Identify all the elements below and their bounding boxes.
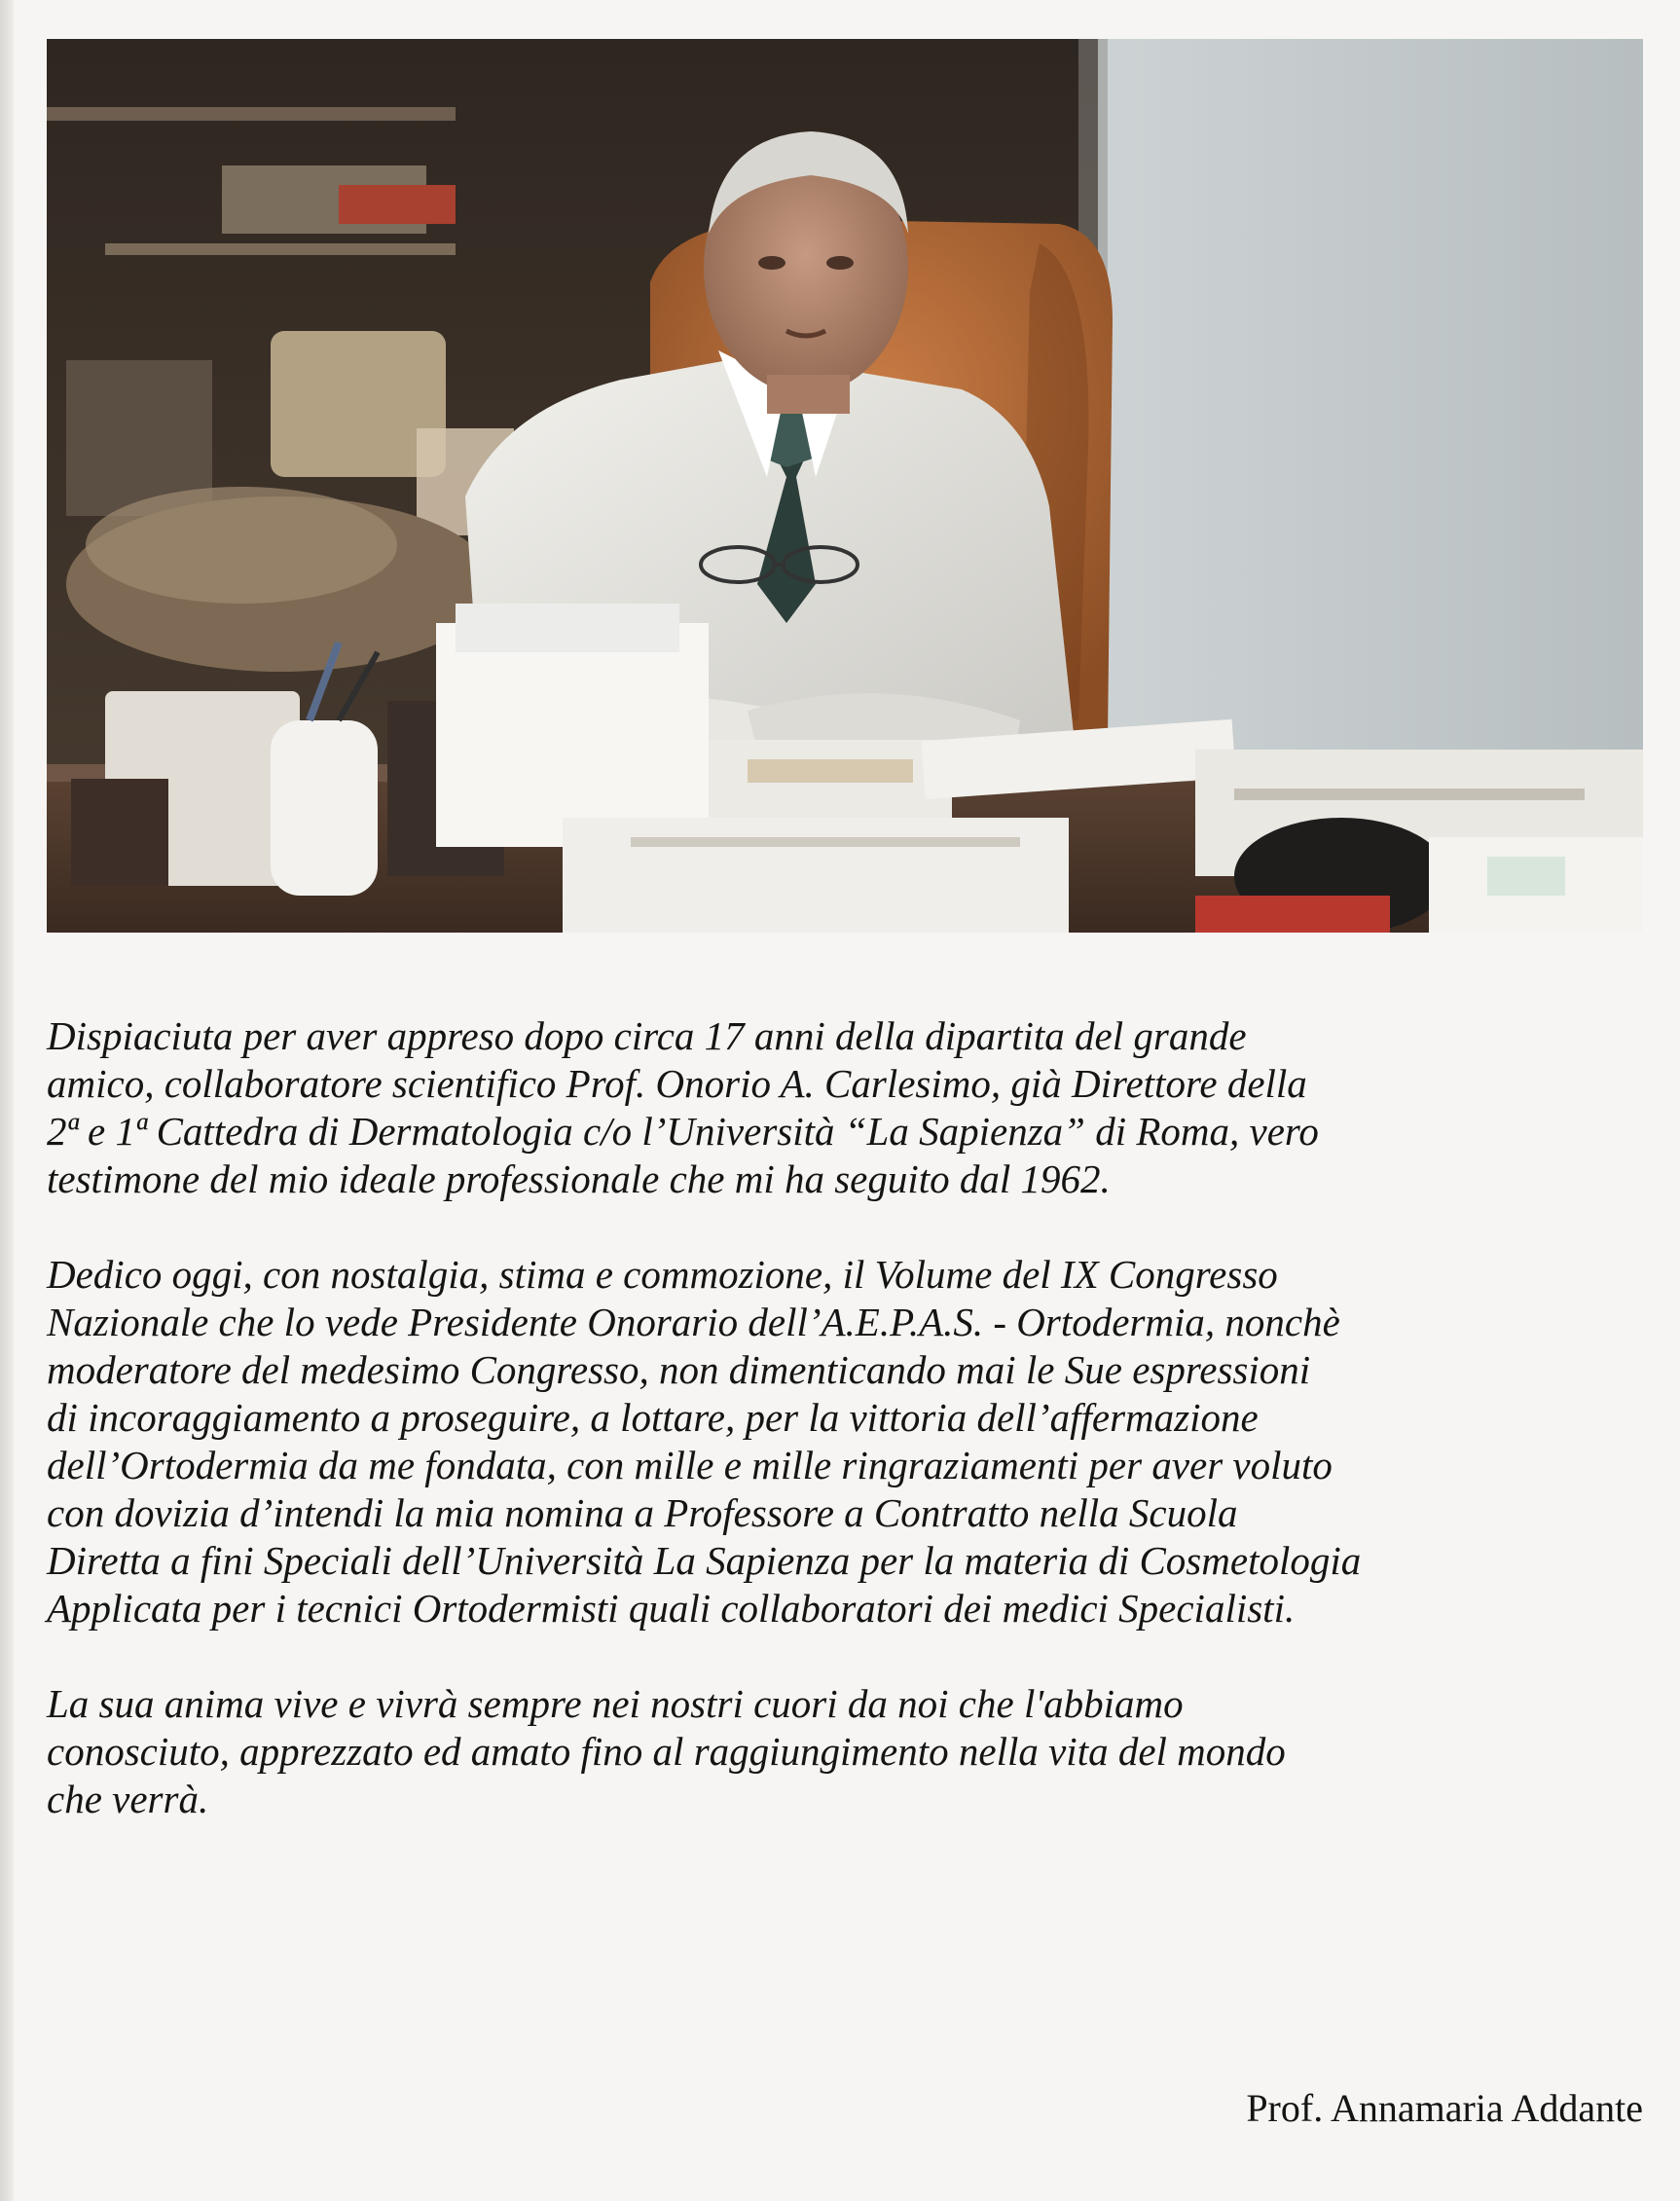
text-line: Dispiaciuta per aver appreso dopo circa 17 anni della dipartita del grande bbox=[47, 1013, 1247, 1058]
text-line: dell’Ortodermia da me fondata, con mille e mille ringraziamenti per aver voluto bbox=[47, 1443, 1333, 1487]
text-line: con dovizia d’intendi la mia nomina a Professore a Contratto nella Scuola bbox=[47, 1490, 1238, 1535]
text-line: che verrà. bbox=[47, 1777, 209, 1821]
text-line: moderatore del medesimo Congresso, non dimenticando mai le Sue espressioni bbox=[47, 1347, 1311, 1392]
signature: Prof. Annamaria Addante bbox=[1246, 2086, 1643, 2130]
paragraph-2 bbox=[47, 1251, 1653, 1632]
page-edge bbox=[0, 0, 14, 2201]
text-line: conosciuto, apprezzato ed amato fino al raggiungimento nella vita del mondo bbox=[47, 1729, 1286, 1774]
text-line: La sua anima vive e vivrà sempre nei nostri cuori da noi che l'abbiamo bbox=[47, 1681, 1184, 1726]
paragraph-3 bbox=[47, 1680, 1653, 1823]
text-line: di incoraggiamento a proseguire, a lottare, per la vittoria dell’affermazione bbox=[47, 1395, 1259, 1440]
text-line: 2ª e 1ª Cattedra di Dermatologia c/o l’Università “La Sapienza” di Roma, vero bbox=[47, 1109, 1319, 1154]
portrait-photo bbox=[47, 39, 1643, 933]
text-line: Applicata per i tecnici Ortodermisti quali collaboratori dei medici Specialisti. bbox=[47, 1586, 1296, 1631]
text-line: Diretta a fini Speciali dell’Università La Sapienza per la materia di Cosmetologia bbox=[47, 1538, 1362, 1583]
text-line: Dedico oggi, con nostalgia, stima e commozione, il Volume del IX Congresso bbox=[47, 1252, 1278, 1297]
dedication-text bbox=[47, 1012, 1653, 1823]
text-line: amico, collaboratore scientifico Prof. Onorio A. Carlesimo, già Direttore della bbox=[47, 1061, 1307, 1106]
text-line: Nazionale che lo vede Presidente Onorario dell’A.E.P.A.S. - Ortodermia, nonchè bbox=[47, 1300, 1340, 1344]
paragraph-1 bbox=[47, 1012, 1653, 1203]
text-line: testimone del mio ideale professionale che mi ha seguito dal 1962. bbox=[47, 1156, 1111, 1201]
